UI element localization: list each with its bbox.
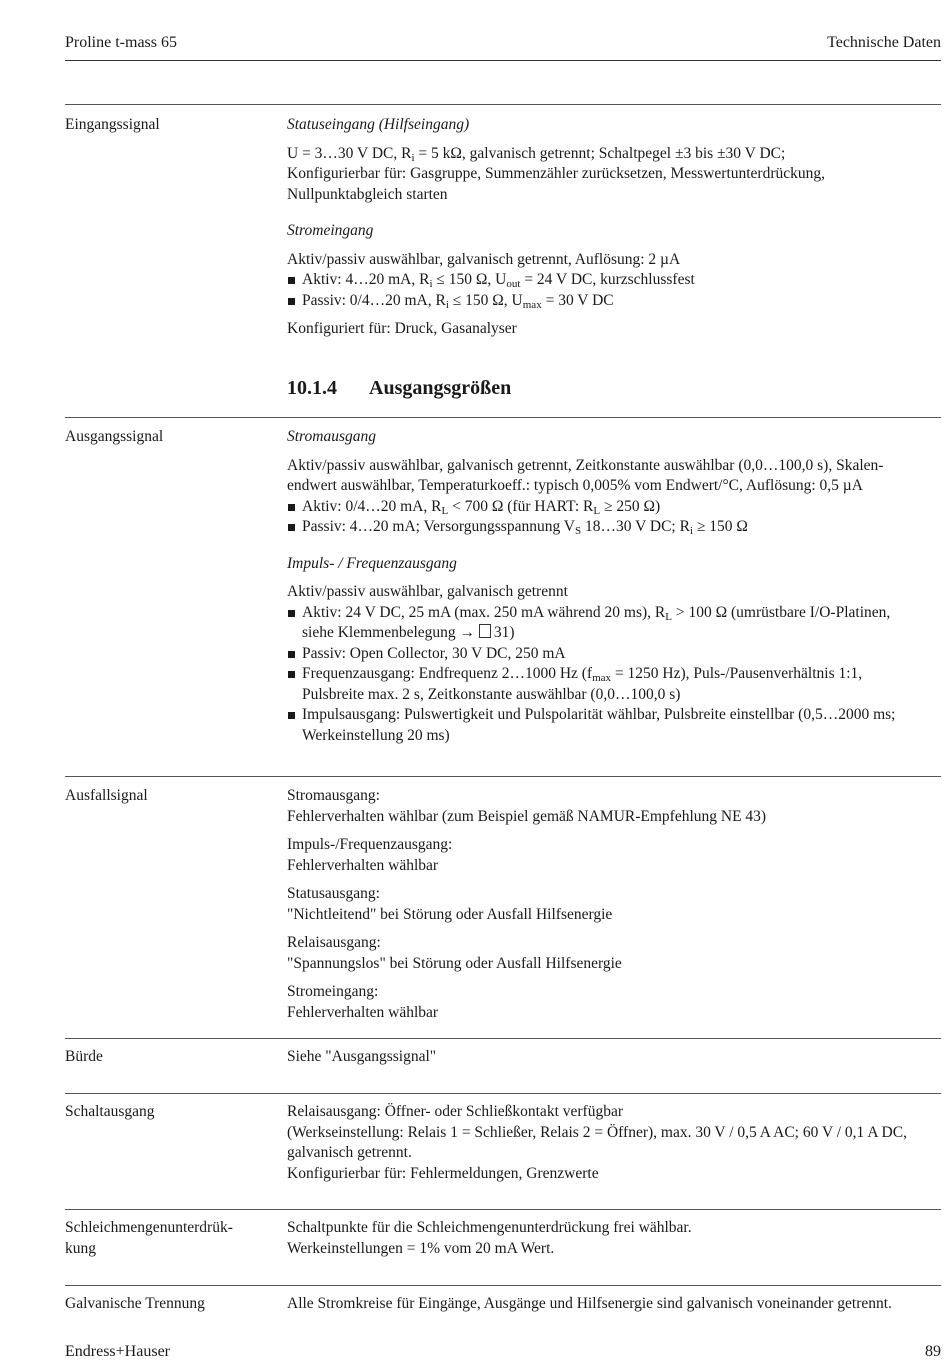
divider	[65, 1093, 941, 1094]
stromausgang-text: Aktiv/passiv auswählbar, galvanisch getrennt, Zeitkonstante auswählbar (0,0…100,0 s), Skalen- endwert auswählbar, Temperaturkoeff.: typisch 0,005% vom Endwert/°C, Auflösung: 0,5 µA	[287, 456, 884, 494]
ausfall-item: Stromausgang: Fehlerverhalten wählbar (zum Beispiel gemäß NAMUR-Empfehlung NE 43)	[287, 787, 767, 825]
list-item: Aktiv: 0/4…20 mA, $R_L < 700$ Ω (für HART: $R_L \ge 250$ Ω)	[287, 497, 942, 518]
list-item: Frequenzausgang: Endfrequenz 2…1000 Hz ($f_{max} = 1250$ Hz), Puls-/Pausenverhältnis 1:1, Pulsbreite max. 2 s, Zeitkonstante auswählbar (0,0…100,0 s)	[287, 664, 942, 705]
ausgangssignal-content	[287, 427, 942, 746]
stromeingang-text: Aktiv/passiv auswählbar, galvanisch getrennt, Auflösung: 2 µA	[287, 250, 681, 268]
page-number: 89	[925, 1343, 941, 1360]
row-label-buerde: Bürde	[65, 1048, 103, 1065]
section-heading: 10.1.4 Ausgangsgrößen	[287, 377, 512, 399]
ausfall-item: Statusausgang: "Nichtleitend" bei Störung oder Ausfall Hilfsenergie	[287, 885, 613, 923]
eingangssignal-content	[287, 115, 942, 340]
header-product: Proline t-mass 65	[65, 34, 177, 51]
document-icon	[479, 624, 491, 638]
row-label-schleichmenge: Schleichmengenunterdrük- kung	[65, 1219, 233, 1257]
header-chapter: Technische Daten	[827, 34, 941, 51]
subheading-stromeingang: Stromeingang	[287, 222, 374, 239]
ausfall-item: Stromeingang: Fehlerverhalten wählbar	[287, 983, 439, 1021]
ausfall-item: Impuls-/Frequenzausgang: Fehlerverhalten wählbar	[287, 836, 453, 874]
statuseingang-text: U = 3…30 V DC, $R_i = 5$ kΩ, galvanisch getrennt; Schaltpegel ±3 bis ±30 V DC; Konfigurierbar für: Gasgruppe, Summenzähler zurücksetzen, Messwertunterdrückung, Nullpunktabgleich starten	[287, 144, 826, 203]
divider	[65, 1209, 941, 1210]
ausfallsignal-content	[287, 786, 942, 1023]
footer-brand: Endress+Hauser	[65, 1343, 170, 1360]
subheading-statuseingang: Statuseingang (Hilfseingang)	[287, 116, 470, 133]
ausfall-item: Relaisausgang: "Spannungslos" bei Störung oder Ausfall Hilfsenergie	[287, 934, 622, 972]
list-item: Impulsausgang: Pulswertigkeit und Pulspolarität wählbar, Pulsbreite einstellbar (0,5…2000 ms; Werkeinstellung 20 ms)	[287, 705, 942, 746]
divider	[65, 104, 941, 105]
schaltausgang-content: Relaisausgang: Öffner- oder Schließkontakt verfügbar (Werkseinstellung: Relais 1 = Schließer, Relais 2 = Öffner), max. 30 V / 0,5 A AC; 60 V / 0,1 A DC, galvanisch getrennt. Konfigurierbar für: Fehlermeldungen, Grenzwerte	[287, 1103, 907, 1182]
row-label-galvanische-trennung: Galvanische Trennung	[65, 1295, 205, 1312]
subheading-impulsausgang: Impuls- / Frequenzausgang	[287, 554, 457, 572]
subheading-stromausgang: Stromausgang	[287, 428, 376, 445]
row-label-schaltausgang: Schaltausgang	[65, 1103, 155, 1120]
divider	[65, 417, 941, 418]
divider	[65, 776, 941, 777]
list-item: Aktiv: 24 V DC, 25 mA (max. 250 mA während 20 ms), $R_L > 100$ Ω (umrüstbare I/O-Platinen, siehe Klemmenbelegung → 31)	[287, 603, 942, 644]
stromausgang-list	[287, 497, 942, 538]
buerde-text: Siehe "Ausgangssignal"	[287, 1048, 437, 1065]
list-item: Passiv: 0/4…20 mA, $R_i \le 150$ Ω, $U_{max} = 30$ V DC	[287, 291, 942, 312]
list-item: Aktiv: 4…20 mA, $R_i \le 150$ Ω, $U_{out} = 24$ V DC, kurzschlussfest	[287, 270, 942, 291]
impulsausgang-list	[287, 603, 942, 747]
divider	[65, 1285, 941, 1286]
stromeingang-config: Konfiguriert für: Druck, Gasanalyser	[287, 320, 517, 337]
schleichmenge-content: Schaltpunkte für die Schleichmengenunterdrückung frei wählbar. Werkeinstellungen = 1% vom 20 mA Wert.	[287, 1219, 692, 1257]
list-item: Passiv: 4…20 mA; Versorgungsspannung $V_S$ 18…30 V DC; $R_i \ge 150$ Ω	[287, 517, 942, 538]
galvanische-trennung-text: Alle Stromkreise für Eingänge, Ausgänge und Hilfsenergie sind galvanisch voneinander getrennt.	[287, 1295, 892, 1312]
impulsausgang-text: Aktiv/passiv auswählbar, galvanisch getrennt	[287, 583, 568, 600]
row-label-eingangssignal: Eingangssignal	[65, 116, 160, 133]
divider	[65, 1038, 941, 1039]
row-label-ausgangssignal: Ausgangssignal	[65, 428, 164, 445]
row-label-ausfallsignal: Ausfallsignal	[65, 787, 148, 804]
stromeingang-list	[287, 270, 942, 311]
header-rule	[65, 60, 941, 61]
list-item: Passiv: Open Collector, 30 V DC, 250 mA	[287, 644, 942, 665]
